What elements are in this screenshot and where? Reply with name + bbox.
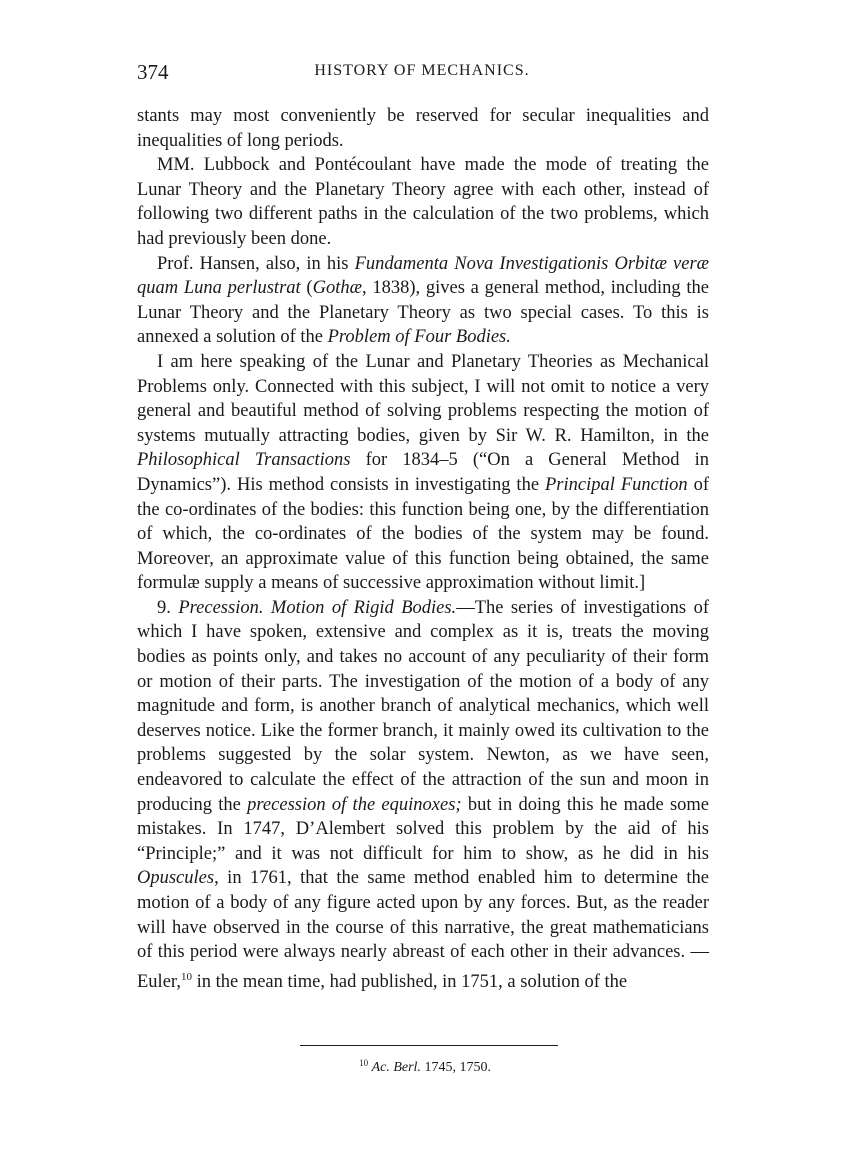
italic-term: precession of the equinoxes; — [247, 794, 462, 815]
footnote-source: Ac. Berl. — [371, 1060, 421, 1075]
text-run: stants may most conveniently be reserved for secular inequalities and inequalities of long periods. — [137, 106, 709, 151]
footnote-number: 10 — [359, 1058, 369, 1068]
text-run: for 1834–5 (“On a General Method in Dynamics”). His method consists in investigating the — [137, 450, 710, 495]
text-run: of the co-ordinates of the bodies: this function being one, by the differentiation of which, the co-ordinates of the bodies of the system may be found. Moreover, an approximate value of this function being obtained, the same formulæ supply a means of successive approximation without limit.] — [137, 474, 709, 594]
text-run: but in doing this he made some mistakes. In 1747, D’Alembert solved this problem by the aid of his “Principle;” and it was not difficult for him to show, as he did in his — [137, 794, 709, 864]
text-run: MM. Lubbock and Pontécoulant have made the mode of treating the Lunar Theory and the Planetary Theory agree with each other, instead of following two different paths in the calculation of the two problems, which had previously been done. — [137, 155, 709, 249]
page-number: 374 — [137, 60, 169, 84]
footnote-marker: 10 — [180, 970, 192, 983]
text-run: , 1838), gives a general method, including the Lunar Theory and the Planetary Theory as two special cases. To this is annexed a solution of the — [137, 278, 709, 348]
italic-term: Principal Function — [545, 474, 688, 495]
paragraph — [137, 350, 709, 596]
paragraph — [137, 596, 709, 995]
paragraph — [137, 252, 709, 350]
text-run: Prof. Hansen, also, in his — [157, 253, 355, 274]
italic-place: Gothæ — [312, 278, 362, 299]
text-run: I am here speaking of the Lunar and Planetary Theories as Mechanical Problems only. Connected with this subject, I will not omit to notice a very general and beautiful method of solving problems respecting the motion of systems mutually attracting bodies, given by Sir W. R. Hamilton, in the — [137, 351, 709, 446]
italic-title: Philosophical Transactions — [137, 450, 351, 471]
paragraph — [137, 104, 709, 153]
text-run: , in 1761, that the same method enabled him to determine the motion of a body of any figure acted upon by any forces. But, as the reader will have observed in the course of this narrative, the great mathematicians of this period were always nearly abreast of each other in their advances. —Euler, — [137, 868, 709, 992]
footnote — [0, 1058, 850, 1076]
page-header — [137, 60, 707, 90]
section-heading: Precession. Motion of Rigid Bodies. — [178, 597, 457, 618]
italic-title: Opuscules — [137, 868, 215, 889]
body-text — [137, 104, 709, 995]
text-run: —The series of investigations of which I have spoken, extensive and complex as it is, treats the moving bodies as points only, and takes no account of any peculiarity of their form or motion of their parts. The investigation of the motion of a body of any magnitude and form, is another branch of analytical mechanics, which well deserves notice. Like the former branch, it mainly owed its cultivation to the problems suggested by the solar system. Newton, as we have seen, endeavored to calculate the effect of the attraction of the sun and moon in producing the — [137, 597, 710, 815]
italic-title: Fundamenta Nova Investigationis Orbitæ veræ quam Luna perlustrat — [137, 253, 710, 299]
text-run: 9. — [157, 597, 179, 618]
text-run: ( — [300, 278, 313, 299]
footnote-rule — [300, 1045, 558, 1046]
running-head: HISTORY OF MECHANICS. — [314, 62, 530, 79]
footnote-years: 1745, 1750. — [420, 1060, 491, 1075]
italic-title: Problem of Four Bodies. — [327, 327, 511, 348]
text-run: in the mean time, had published, in 1751, a solution of the — [191, 971, 628, 992]
paragraph — [137, 153, 709, 251]
